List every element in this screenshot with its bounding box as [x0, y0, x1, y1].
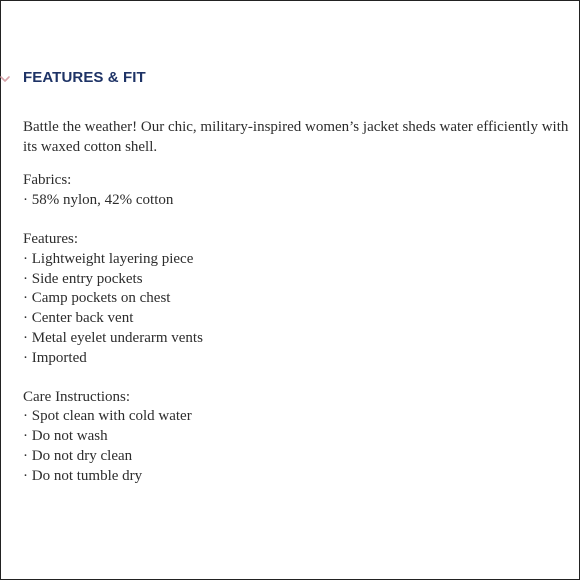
list-item: · Camp pockets on chest: [23, 290, 171, 307]
fabrics-group: [23, 171, 571, 210]
chevron-down-icon[interactable]: [0, 72, 12, 86]
list-item: · Imported: [23, 349, 87, 366]
features-group: [23, 230, 571, 368]
care-instructions-list: [23, 407, 571, 486]
list-item: · Lightweight layering piece: [23, 251, 194, 268]
list-item: · Spot clean with cold water: [23, 408, 192, 425]
list-item: · Side entry pockets: [23, 270, 143, 287]
list-item: · Center back vent: [23, 310, 134, 327]
fabrics-heading: Fabrics:: [23, 172, 72, 189]
list-item: · Metal eyelet underarm vents: [23, 329, 203, 346]
list-item: · Do not tumble dry: [23, 467, 143, 484]
list-item: · Do not dry clean: [23, 447, 133, 464]
list-item: · Do not wash: [23, 428, 108, 445]
care-instructions-group: [23, 388, 571, 487]
product-description: Battle the weather! Our chic, military-inspired women’s jacket sheds water efficiently with its waxed cotton shell.: [23, 119, 569, 155]
list-item: · 58% nylon, 42% cotton: [23, 192, 174, 209]
features-list: [23, 250, 571, 368]
section-title[interactable]: FEATURES & FIT: [23, 69, 146, 86]
accordion-content: [23, 118, 571, 506]
care-instructions-heading: Care Instructions:: [23, 388, 131, 405]
features-heading: Features:: [23, 231, 78, 248]
fabrics-list: [23, 191, 571, 211]
